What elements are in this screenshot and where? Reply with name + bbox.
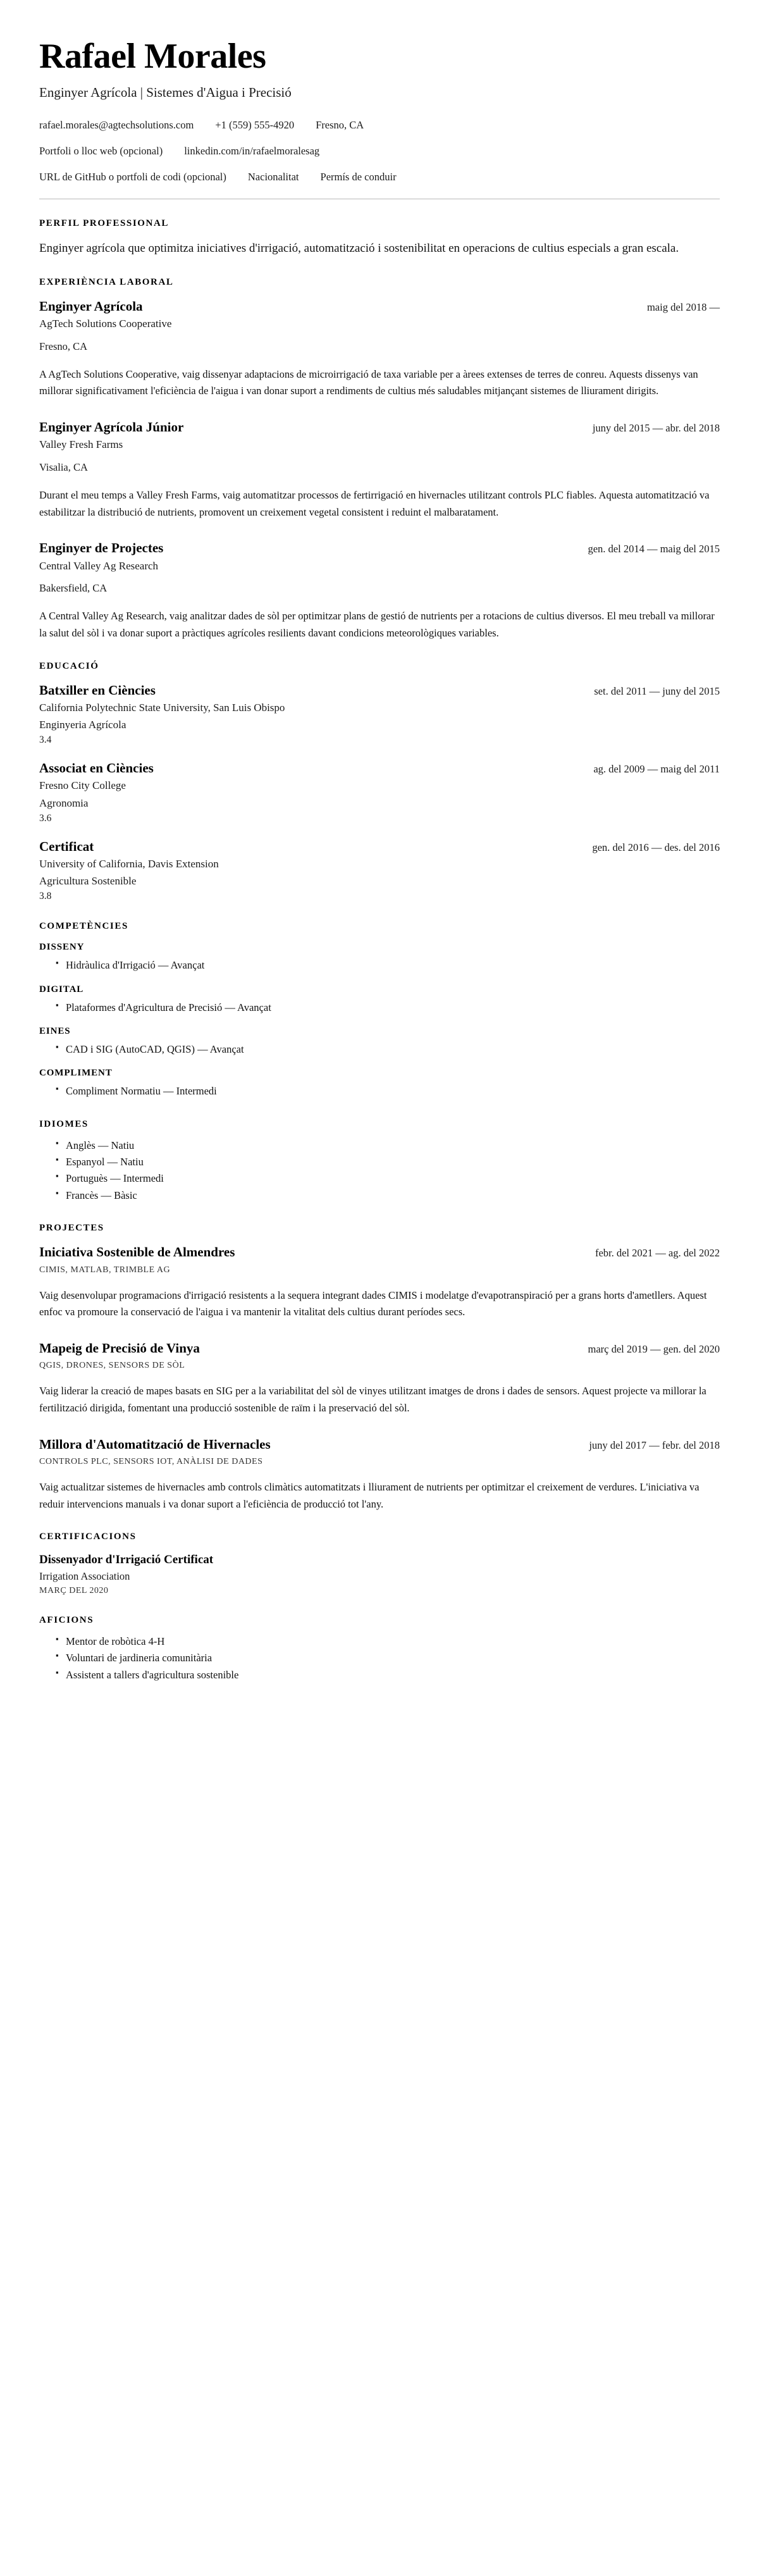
- education-item-head: [39, 682, 720, 698]
- experience-role: Enginyer Agrícola Júnior: [39, 419, 184, 435]
- project-item: [39, 1340, 720, 1417]
- contact-email: rafael.morales@agtechsolutions.com: [39, 119, 194, 132]
- section-title-interests: AFICIONS: [39, 1615, 94, 1625]
- experience-role: Enginyer de Projectes: [39, 540, 164, 556]
- skill-group-label: COMPLIMENT: [39, 1068, 113, 1079]
- experience-item: [39, 540, 720, 641]
- candidate-headline: Enginyer Agrícola | Sistemes d'Aigua i Precisió: [39, 84, 292, 100]
- contact-line-email-phone-location: [39, 118, 720, 133]
- project-item: [39, 1244, 720, 1321]
- skill-item: ▪ Plataformes d'Agricultura de Precisió — Avançat: [56, 1000, 720, 1016]
- contact-line-extra: [39, 170, 720, 185]
- education-grade: 3.6: [39, 812, 52, 824]
- project-name: Mapeig de Precisió de Vinya: [39, 1340, 200, 1356]
- experience-company: Central Valley Ag Research: [39, 559, 159, 572]
- experience-date: gen. del 2014 — maig del 2015: [588, 543, 720, 555]
- skill-list: [39, 1000, 720, 1016]
- education-degree: Certificat: [39, 838, 94, 854]
- experience-item: [39, 419, 720, 521]
- experience-description: A Central Valley Ag Research, vaig analitzar dades de sòl per optimitzar plans de gestió de nutrients per a rotacions de cultius diversos. El meu treball va millorar la salut del sòl i va donar suport a pràctiques agrícoles resilients davant condicions meteorològiques variables.: [39, 610, 715, 639]
- education-degree: Associat en Ciències: [39, 760, 154, 776]
- skill-group-label: DISSENY: [39, 942, 85, 953]
- experience-date: maig del 2018 —: [646, 300, 720, 313]
- education-date: set. del 2011 — juny del 2015: [594, 684, 720, 697]
- language-item: ▪ Anglès — Natiu: [56, 1137, 720, 1154]
- education-item: [39, 682, 720, 746]
- education-date: ag. del 2009 — maig del 2011: [593, 763, 720, 776]
- section-education: [39, 661, 720, 903]
- project-item-head: [39, 1244, 720, 1260]
- interest-item: ▪ Voluntari de jardineria comunitària: [56, 1650, 720, 1666]
- contact-nationality-placeholder: Nacionalitat: [247, 170, 299, 183]
- section-title-certifications: CERTIFICACIONS: [39, 1532, 137, 1542]
- section-summary: [39, 218, 720, 257]
- section-interests: [39, 1615, 720, 1683]
- skill-item: ▪ CAD i SIG (AutoCAD, QGIS) — Avançat: [56, 1041, 720, 1058]
- experience-item: [39, 298, 720, 400]
- language-list: [39, 1137, 720, 1204]
- project-date: juny del 2017 — febr. del 2018: [589, 1439, 720, 1451]
- experience-item-head: [39, 298, 720, 314]
- contact-location: Fresno, CA: [316, 119, 364, 132]
- project-date: març del 2019 — gen. del 2020: [588, 1342, 720, 1355]
- section-title-experience: EXPERIÈNCIA LABORAL: [39, 276, 174, 287]
- language-item: ▪ Portuguès — Intermedi: [56, 1170, 720, 1187]
- education-degree: Batxiller en Ciències: [39, 682, 156, 698]
- section-title-projects: PROJECTES: [39, 1223, 104, 1234]
- skill-group: [39, 1026, 720, 1058]
- education-school: University of California, Davis Extension: [39, 857, 219, 870]
- education-school: Fresno City College: [39, 779, 126, 792]
- skill-group-label: DIGITAL: [39, 984, 84, 994]
- contact-github-placeholder: URL de GitHub o portfoli de codi (opcional): [39, 170, 226, 183]
- section-title-skills: COMPETÈNCIES: [39, 921, 128, 932]
- resume-header: [39, 38, 720, 185]
- project-item: [39, 1436, 720, 1513]
- experience-date: juny del 2015 — abr. del 2018: [592, 422, 720, 435]
- project-item-head: [39, 1436, 720, 1452]
- section-languages: [39, 1119, 720, 1204]
- contact-linkedin: linkedin.com/in/rafaelmoralesag: [184, 144, 320, 157]
- skill-list: [39, 1041, 720, 1058]
- section-certifications: [39, 1532, 720, 1596]
- experience-item-head: [39, 419, 720, 435]
- project-item-head: [39, 1340, 720, 1356]
- interest-list: [39, 1633, 720, 1683]
- interest-item: ▪ Mentor de robòtica 4-H: [56, 1633, 720, 1650]
- experience-location: Visalia, CA: [39, 461, 88, 473]
- project-description: Vaig liderar la creació de mapes basats en SIG per a la variabilitat del sòl de vinyes utilitzant imatges de drons i dades de sensors. Aquest projecte va millorar la fertilització dirigida, fomentant una producció sostenible de raïm i la preservació del sòl.: [39, 1385, 707, 1414]
- education-field: Enginyeria Agrícola: [39, 719, 126, 731]
- project-date: febr. del 2021 — ag. del 2022: [595, 1247, 720, 1260]
- education-field: Agronomia: [39, 796, 89, 809]
- section-title-summary: PERFIL PROFESSIONAL: [39, 218, 170, 229]
- section-experience: [39, 277, 720, 642]
- skill-item: ▪ Compliment Normatiu — Intermedi: [56, 1083, 720, 1099]
- project-name: Millora d'Automatització de Hivernacles: [39, 1436, 271, 1452]
- contact-line-web: [39, 144, 720, 159]
- education-item: [39, 838, 720, 903]
- experience-company: AgTech Solutions Cooperative: [39, 318, 172, 330]
- certification-org: Irrigation Association: [39, 1570, 130, 1582]
- interest-item: ▪ Assistent a tallers d'agricultura sostenible: [56, 1667, 720, 1683]
- contact-portfolio-placeholder: Portfoli o lloc web (opcional): [39, 144, 163, 157]
- experience-role: Enginyer Agrícola: [39, 298, 143, 314]
- project-name: Iniciativa Sostenible de Almendres: [39, 1244, 235, 1260]
- certification-date: MARÇ DEL 2020: [39, 1586, 109, 1595]
- section-skills: [39, 921, 720, 1100]
- section-title-languages: IDIOMES: [39, 1118, 89, 1129]
- project-tags: CONTROLS PLC, SENSORS IOT, ANÀLISI DE DADES: [39, 1456, 263, 1466]
- skill-group: [39, 1068, 720, 1099]
- certification-item: [39, 1552, 720, 1596]
- education-item-head: [39, 838, 720, 855]
- project-tags: QGIS, DRONES, SENSORS DE SÒL: [39, 1361, 185, 1371]
- contact-driving-licence-placeholder: Permís de conduir: [320, 170, 397, 183]
- language-item: ▪ Espanyol — Natiu: [56, 1154, 720, 1170]
- experience-location: Bakersfield, CA: [39, 582, 108, 595]
- education-school: California Polytechnic State University, San Luis Obispo: [39, 701, 285, 714]
- education-field: Agricultura Sostenible: [39, 875, 137, 888]
- contact-phone: +1 (559) 555-4920: [215, 119, 295, 132]
- skill-group-label: EINES: [39, 1025, 71, 1036]
- education-item: [39, 760, 720, 824]
- skill-group: [39, 984, 720, 1016]
- education-item-head: [39, 760, 720, 776]
- summary-text: Enginyer agrícola que optimitza iniciatives d'irrigació, automatització i sostenibilitat en operacions de cultius especials a gran escala.: [39, 242, 679, 256]
- section-projects: [39, 1223, 720, 1513]
- section-title-education: EDUCACIÓ: [39, 660, 99, 671]
- candidate-name: Rafael Morales: [39, 37, 266, 76]
- project-tags: CIMIS, MATLAB, TRIMBLE AG: [39, 1265, 171, 1275]
- skill-item: ▪ Hidràulica d'Irrigació — Avançat: [56, 957, 720, 974]
- experience-description: A AgTech Solutions Cooperative, vaig dissenyar adaptacions de microirrigació de taxa variable per a àrees extenses de terres de conreu. Aquests dissenys van millorar significativament l'eficiència de l'aigua i van donar suport a rendiments de cultius més saludables mitjançant sistemes de lliurament dirigits.: [39, 368, 698, 397]
- experience-description: Durant el meu temps a Valley Fresh Farms, vaig automatitzar processos de fertirrigació en hivernacles utilitzant controls PLC fiables. Aquesta automatització va estabilitzar la distribució de nutrients, promovent un creixement vegetal consistent i reduint el malbaratament.: [39, 488, 710, 518]
- education-grade: 3.4: [39, 734, 52, 746]
- skill-group: [39, 942, 720, 974]
- education-grade: 3.8: [39, 891, 52, 902]
- language-item: ▪ Francès — Bàsic: [56, 1187, 720, 1204]
- project-description: Vaig actualitzar sistemes de hivernacles amb controls climàtics automatitzats i lliurament de nutrients per optimitzar el creixement de verdures. L'iniciativa va reduir intervencions manuals i va donar suport a l'eficiència de producció tot l'any.: [39, 1480, 700, 1510]
- experience-company: Valley Fresh Farms: [39, 438, 123, 451]
- skill-list: [39, 1083, 720, 1099]
- certification-name: Dissenyador d'Irrigació Certificat: [39, 1553, 214, 1567]
- education-date: gen. del 2016 — des. del 2016: [592, 841, 720, 853]
- experience-item-head: [39, 540, 720, 556]
- experience-location: Fresno, CA: [39, 340, 88, 352]
- skill-list: [39, 957, 720, 974]
- project-description: Vaig desenvolupar programacions d'irrigació resistents a la sequera integrant dades CIMIS i modelatge d'evapotranspiració per a grans horts d'ametllers. Aquest enfoc va promoure la conservació de l'aigua i va mantenir la vitalitat dels cultius durant períodes secs.: [39, 1289, 707, 1318]
